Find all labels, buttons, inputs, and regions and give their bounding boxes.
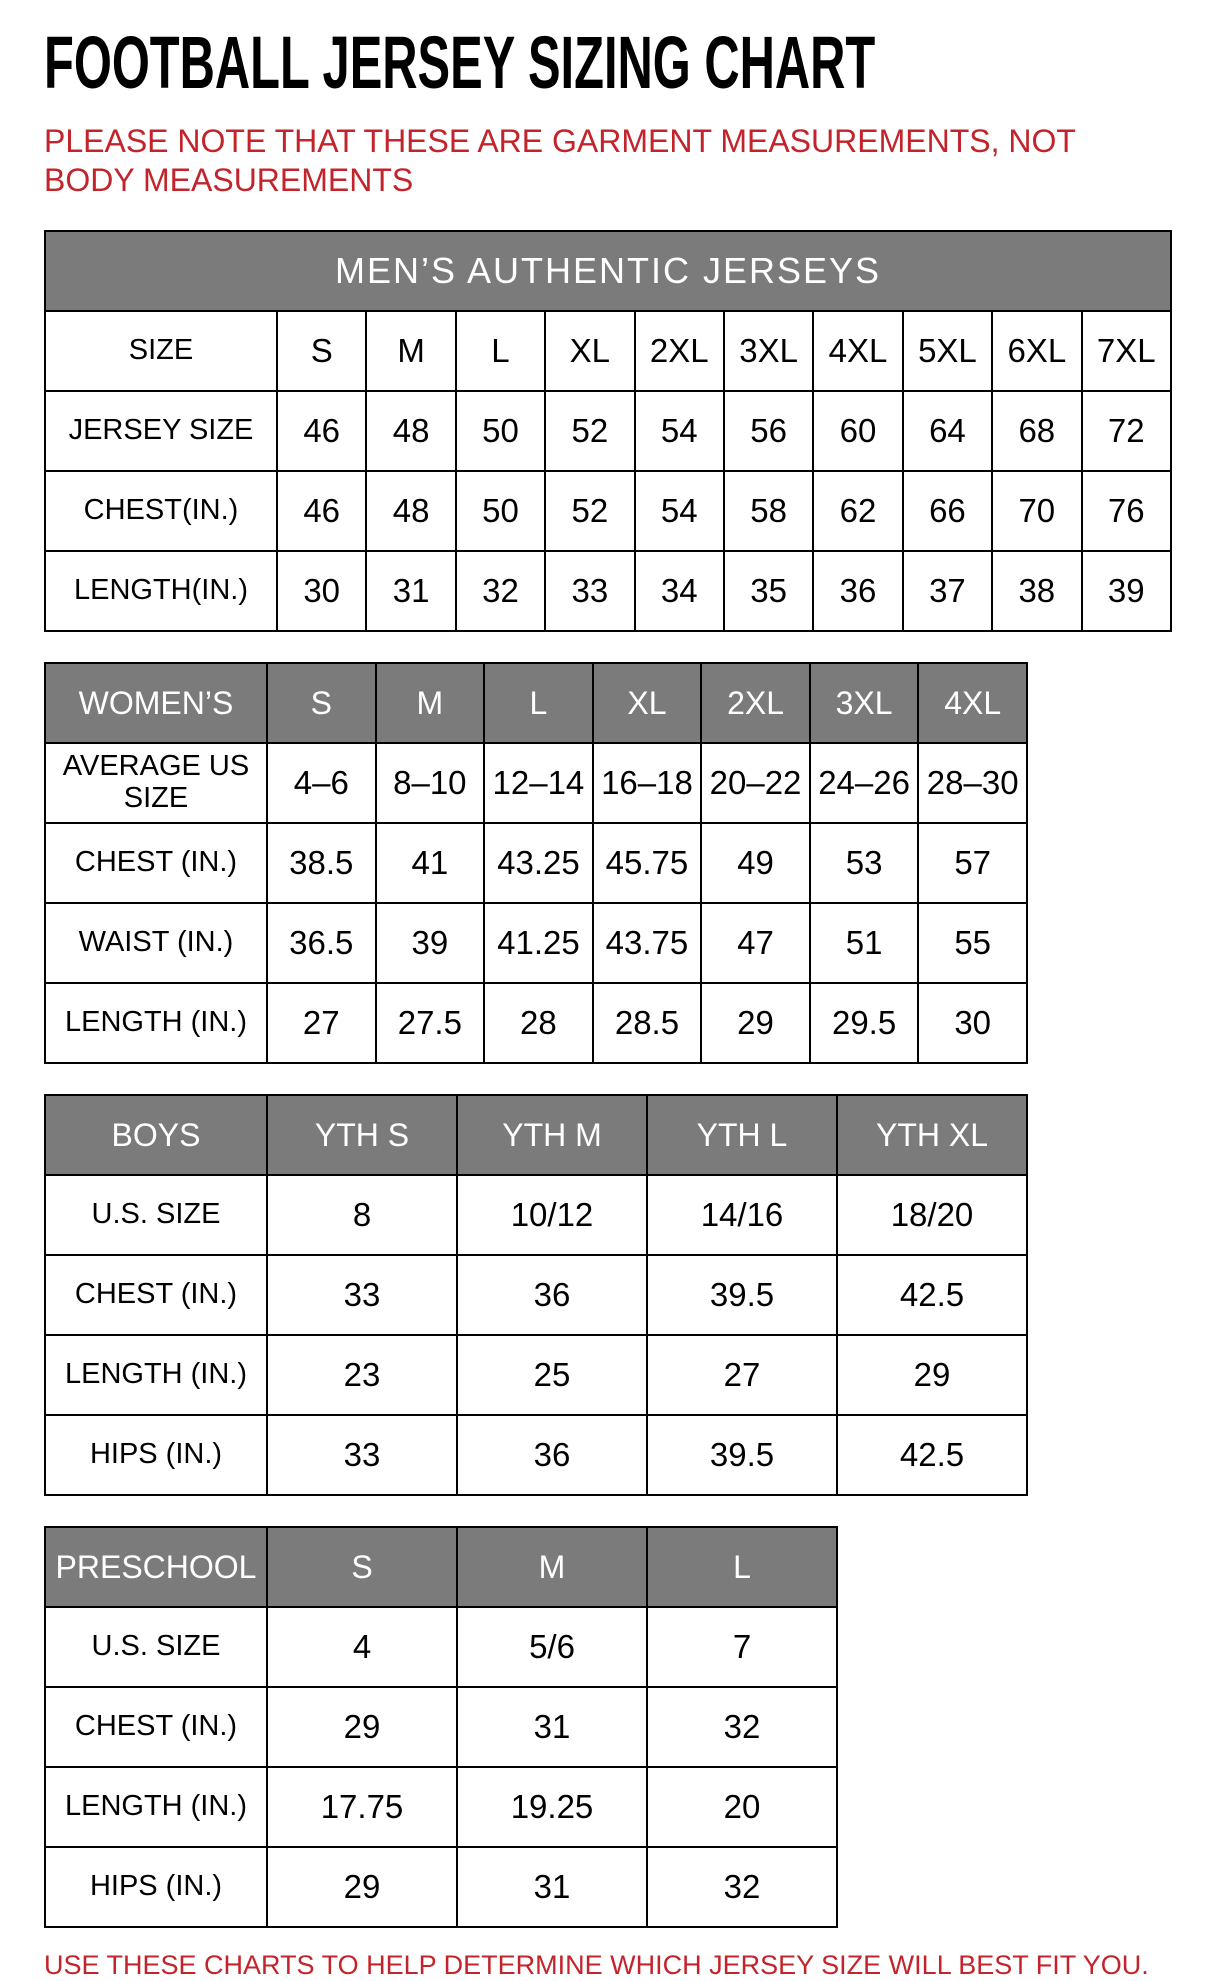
table-cell: 39 <box>376 903 485 983</box>
table-row <box>45 1767 837 1847</box>
table-cell: 29 <box>837 1335 1027 1415</box>
table-cell: 52 <box>545 391 634 471</box>
table-cell: 7 <box>647 1607 837 1687</box>
table-cell: 20–22 <box>701 743 810 823</box>
table-row <box>45 1847 837 1927</box>
table-cell: 33 <box>267 1255 457 1335</box>
table-cell: 64 <box>903 391 992 471</box>
table-cell: 19.25 <box>457 1767 647 1847</box>
table-row <box>45 1335 1027 1415</box>
table-row <box>45 1607 837 1687</box>
table-cell: 6XL <box>992 311 1081 391</box>
table-header-label: WOMEN’S <box>45 663 267 743</box>
column-header: L <box>484 663 593 743</box>
column-header: M <box>457 1527 647 1607</box>
row-header: CHEST(IN.) <box>45 471 277 551</box>
column-header: 4XL <box>918 663 1027 743</box>
table-banner-row <box>45 231 1171 311</box>
table-row <box>45 391 1171 471</box>
table-cell: 46 <box>277 471 366 551</box>
table-cell: 66 <box>903 471 992 551</box>
table-cell: 51 <box>810 903 919 983</box>
column-header: XL <box>593 663 702 743</box>
row-header: AVERAGE US SIZE <box>45 743 267 823</box>
table-cell: 57 <box>918 823 1027 903</box>
table-cell: 30 <box>277 551 366 631</box>
mens-authentic-jerseys-table <box>44 230 1172 632</box>
table-cell: 68 <box>992 391 1081 471</box>
table-cell: 25 <box>457 1335 647 1415</box>
table-cell: M <box>366 311 455 391</box>
table-row <box>45 1687 837 1767</box>
row-header: CHEST (IN.) <box>45 1687 267 1767</box>
table-row <box>45 1175 1027 1255</box>
table-cell: 54 <box>635 471 724 551</box>
table-cell: 70 <box>992 471 1081 551</box>
table-cell: 39.5 <box>647 1415 837 1495</box>
column-header: 2XL <box>701 663 810 743</box>
column-header: YTH XL <box>837 1095 1027 1175</box>
table-cell: 10/12 <box>457 1175 647 1255</box>
table-cell: 53 <box>810 823 919 903</box>
column-header: 3XL <box>810 663 919 743</box>
table-cell: 27.5 <box>376 983 485 1063</box>
row-header: LENGTH (IN.) <box>45 983 267 1063</box>
table-cell: 2XL <box>635 311 724 391</box>
table-cell: 39.5 <box>647 1255 837 1335</box>
table-cell: 49 <box>701 823 810 903</box>
column-header: M <box>376 663 485 743</box>
table-cell: 27 <box>647 1335 837 1415</box>
table-row <box>45 1415 1027 1495</box>
table-cell: 36 <box>813 551 902 631</box>
table-cell: 3XL <box>724 311 813 391</box>
row-header: JERSEY SIZE <box>45 391 277 471</box>
column-header: YTH S <box>267 1095 457 1175</box>
table-cell: 14/16 <box>647 1175 837 1255</box>
column-header: S <box>267 1527 457 1607</box>
sizing-chart-page <box>44 21 1180 1981</box>
table-header-label: PRESCHOOL <box>45 1527 267 1607</box>
boys-sizing-table <box>44 1094 1028 1496</box>
table-cell: 50 <box>456 391 545 471</box>
table-cell: 47 <box>701 903 810 983</box>
table-cell: 36.5 <box>267 903 376 983</box>
table-header-label: BOYS <box>45 1095 267 1175</box>
table-cell: 48 <box>366 471 455 551</box>
table-cell: 34 <box>635 551 724 631</box>
table-cell: 8–10 <box>376 743 485 823</box>
table-cell: 37 <box>903 551 992 631</box>
table-header-row <box>45 1095 1027 1175</box>
table-cell: 29 <box>701 983 810 1063</box>
row-header: CHEST (IN.) <box>45 1255 267 1335</box>
table-cell: 30 <box>918 983 1027 1063</box>
row-header: U.S. SIZE <box>45 1607 267 1687</box>
table-cell: 4–6 <box>267 743 376 823</box>
column-header: YTH L <box>647 1095 837 1175</box>
table-cell: 17.75 <box>267 1767 457 1847</box>
table-cell: 52 <box>545 471 634 551</box>
footer-note: USE THESE CHARTS TO HELP DETERMINE WHICH JERSEY SIZE WILL BEST FIT YOU. <box>44 1950 1149 1981</box>
table-cell: 41 <box>376 823 485 903</box>
table-cell: 58 <box>724 471 813 551</box>
table-cell: 38 <box>992 551 1081 631</box>
table-cell: 4XL <box>813 311 902 391</box>
column-header: L <box>647 1527 837 1607</box>
table-cell: 33 <box>545 551 634 631</box>
table-cell: 41.25 <box>484 903 593 983</box>
row-header: LENGTH(IN.) <box>45 551 277 631</box>
table-cell: 62 <box>813 471 902 551</box>
table-cell: 16–18 <box>593 743 702 823</box>
table-row <box>45 551 1171 631</box>
table-cell: 72 <box>1082 391 1171 471</box>
table-cell: 32 <box>647 1687 837 1767</box>
table-cell: 28 <box>484 983 593 1063</box>
table-cell: 28–30 <box>918 743 1027 823</box>
table-cell: 42.5 <box>837 1255 1027 1335</box>
table-cell: 32 <box>647 1847 837 1927</box>
table-row <box>45 903 1027 983</box>
row-header: WAIST (IN.) <box>45 903 267 983</box>
table-cell: 56 <box>724 391 813 471</box>
table-cell: 7XL <box>1082 311 1171 391</box>
table-cell: 28.5 <box>593 983 702 1063</box>
table-cell: 42.5 <box>837 1415 1027 1495</box>
table-cell: 29.5 <box>810 983 919 1063</box>
table-cell: 12–14 <box>484 743 593 823</box>
table-cell: L <box>456 311 545 391</box>
table-cell: 4 <box>267 1607 457 1687</box>
table-cell: 29 <box>267 1687 457 1767</box>
table-row <box>45 471 1171 551</box>
womens-sizing-table <box>44 662 1028 1064</box>
table-cell: 33 <box>267 1415 457 1495</box>
table-cell: 60 <box>813 391 902 471</box>
table-row <box>45 311 1171 391</box>
table-cell: 45.75 <box>593 823 702 903</box>
table-cell: 55 <box>918 903 1027 983</box>
table-cell: 27 <box>267 983 376 1063</box>
table-row <box>45 1255 1027 1335</box>
garment-measurements-note: PLEASE NOTE THAT THESE ARE GARMENT MEASUREMENTS, NOT BODY MEASUREMENTS <box>44 123 1076 199</box>
table-cell: 5XL <box>903 311 992 391</box>
table-cell: 76 <box>1082 471 1171 551</box>
table-cell: 54 <box>635 391 724 471</box>
table-cell: 38.5 <box>267 823 376 903</box>
preschool-sizing-table <box>44 1526 838 1928</box>
table-cell: 43.25 <box>484 823 593 903</box>
table-cell: 31 <box>457 1847 647 1927</box>
row-header: CHEST (IN.) <box>45 823 267 903</box>
table-cell: 5/6 <box>457 1607 647 1687</box>
table-cell: 36 <box>457 1415 647 1495</box>
table-cell: 8 <box>267 1175 457 1255</box>
table-cell: 24–26 <box>810 743 919 823</box>
table-row <box>45 823 1027 903</box>
row-header: SIZE <box>45 311 277 391</box>
table-cell: 46 <box>277 391 366 471</box>
table-cell: 36 <box>457 1255 647 1335</box>
table-banner: MEN’S AUTHENTIC JERSEYS <box>45 231 1171 311</box>
table-cell: XL <box>545 311 634 391</box>
table-cell: 43.75 <box>593 903 702 983</box>
table-cell: 31 <box>457 1687 647 1767</box>
table-row <box>45 743 1027 823</box>
row-header: LENGTH (IN.) <box>45 1335 267 1415</box>
table-cell: 23 <box>267 1335 457 1415</box>
table-cell: 18/20 <box>837 1175 1027 1255</box>
table-header-row <box>45 663 1027 743</box>
table-cell: 31 <box>366 551 455 631</box>
table-cell: 48 <box>366 391 455 471</box>
table-cell: 39 <box>1082 551 1171 631</box>
table-cell: 20 <box>647 1767 837 1847</box>
row-header: HIPS (IN.) <box>45 1847 267 1927</box>
row-header: LENGTH (IN.) <box>45 1767 267 1847</box>
table-cell: S <box>277 311 366 391</box>
table-header-row <box>45 1527 837 1607</box>
table-cell: 32 <box>456 551 545 631</box>
table-row <box>45 983 1027 1063</box>
row-header: U.S. SIZE <box>45 1175 267 1255</box>
table-cell: 35 <box>724 551 813 631</box>
column-header: YTH M <box>457 1095 647 1175</box>
page-title: FOOTBALL JERSEY SIZING CHART <box>44 21 876 104</box>
row-header: HIPS (IN.) <box>45 1415 267 1495</box>
table-cell: 50 <box>456 471 545 551</box>
table-cell: 29 <box>267 1847 457 1927</box>
column-header: S <box>267 663 376 743</box>
